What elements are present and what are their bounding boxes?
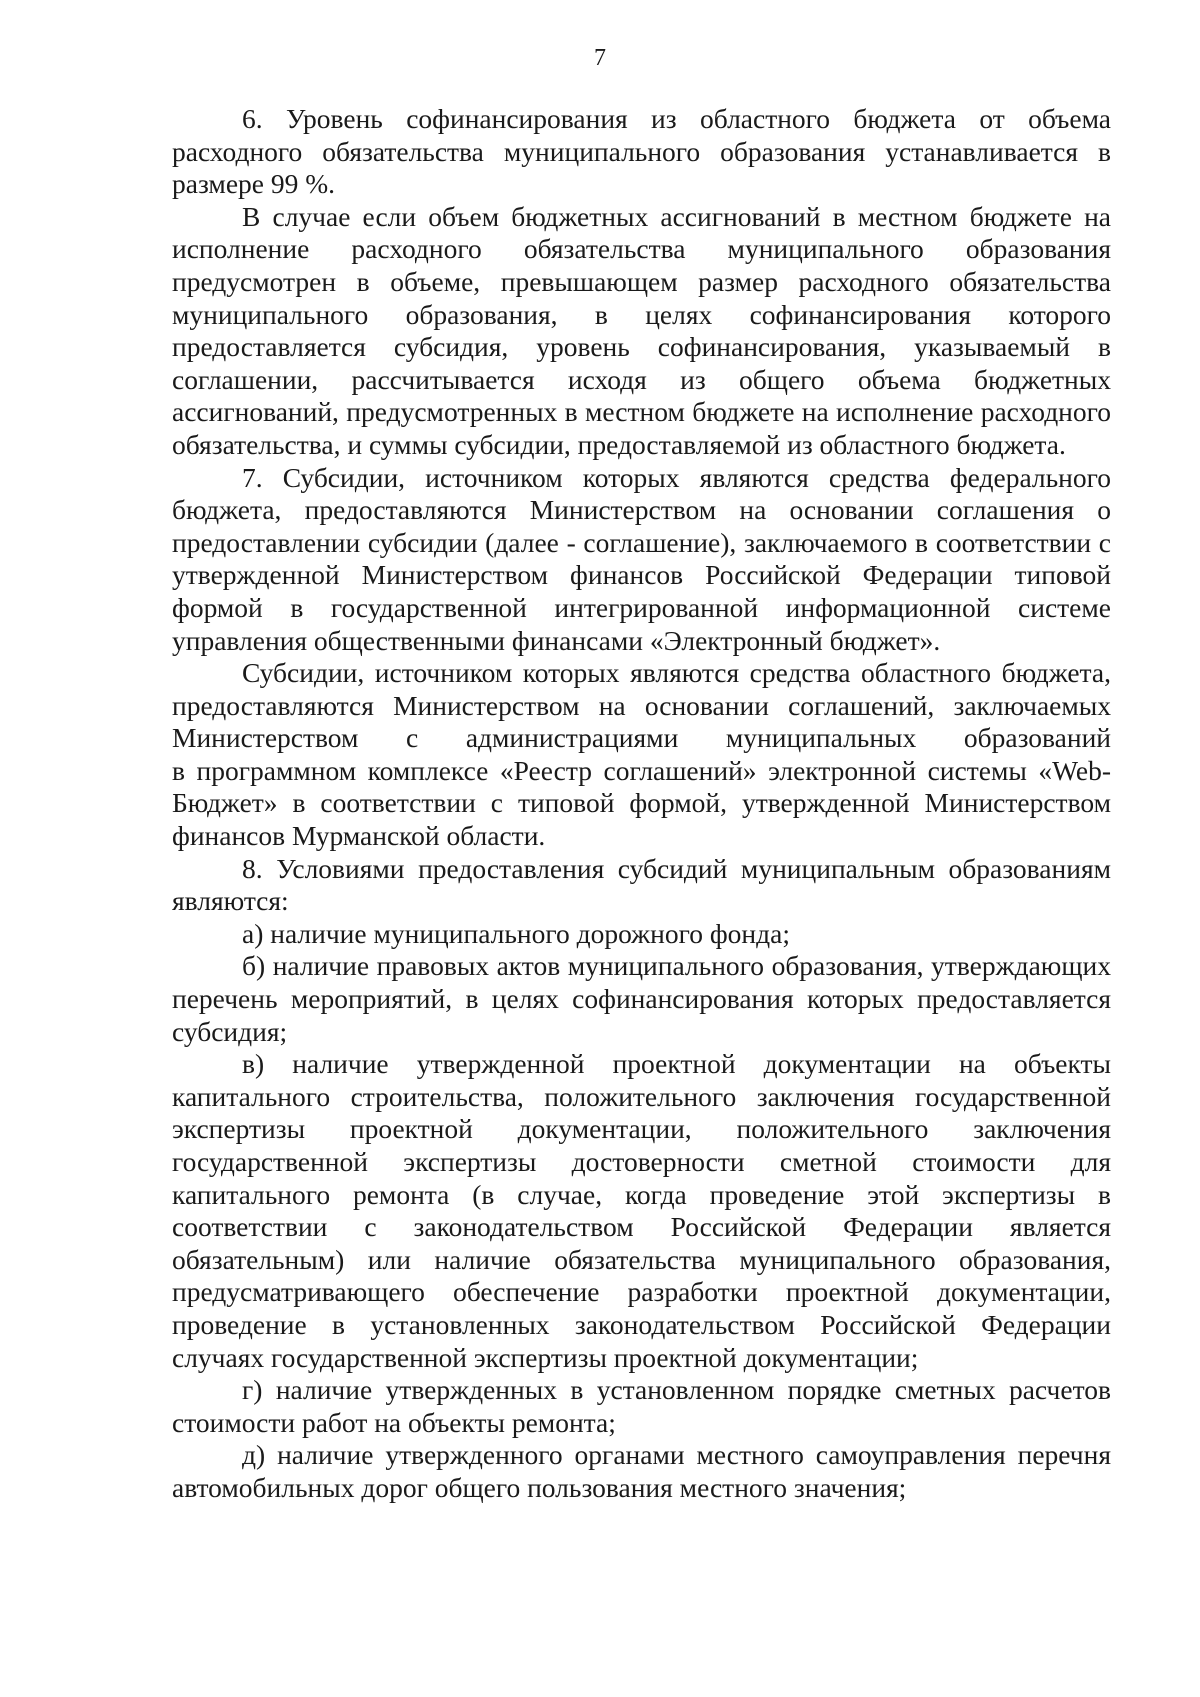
- page-number: 7: [594, 45, 606, 71]
- condition-v: в) наличие утвержденной проектной документации на объекты капитального строительства, положительного заключения государственной экспертизы проектной документации, положительного заключения государственной экспертизы достоверности сметной стоимости для капитального ремонта (в случае, когда проведение этой экспертизы в соответствии с законодательством Российской Федерации является обязательным) или наличие обязательства муниципального образования, предусматривающего обеспечение разработки проектной документации, проведение в установленных законодательством Российской Федерации случаях государственной экспертизы проектной документации;: [172, 1048, 1111, 1373]
- paragraph-7: 7. Субсидии, источником которых являются средства федерального бюджета, предоставляются Министерством на основании соглашения о предоставлении субсидии (далее - соглашение), заключаемого в соответствии с утвержденной Министерством финансов Российской Федерации типовой формой в государственной интегрированной информационной системе управления общественными финансами «Электронный бюджет».: [172, 461, 1111, 656]
- paragraph-6: 6. Уровень софинансирования из областного бюджета от объема расходного обязательства муниципального образования устанавливается в размере 99 %.: [172, 103, 1111, 200]
- condition-a: а) наличие муниципального дорожного фонда;: [242, 917, 790, 949]
- paragraph-8: 8. Условиями предоставления субсидий муниципальным образованиям являются:: [172, 852, 1111, 917]
- condition-b: б) наличие правовых актов муниципального образования, утверждающих перечень мероприятий, в целях софинансирования которых предоставляется субсидия;: [172, 950, 1111, 1047]
- condition-d: д) наличие утвержденного органами местного самоуправления перечня автомобильных дорог общего пользования местного значения;: [172, 1439, 1111, 1503]
- document-body: [172, 103, 1111, 1505]
- paragraph-7-web-budget: в программном комплексе «Реестр соглашений» электронной системы «Web-Бюджет» в соответствии с типовой формой, утвержденной Министерством финансов Мурманской области.: [172, 754, 1111, 852]
- condition-g: г) наличие утвержденных в установленном порядке сметных расчетов стоимости работ на объекты ремонта;: [172, 1374, 1111, 1438]
- paragraph-6-cofinancing-calculation: В случае если объем бюджетных ассигнований в местном бюджете на исполнение расходного обязательства муниципального образования предусмотрен в объеме, превышающем размер расходного обязательства муниципального образования, в целях софинансирования которого предоставляется субсидия, уровень софинансирования, указываемый в соглашении, рассчитывается исходя из общего объема бюджетных ассигнований, предусмотренных в местном бюджете на исполнение расходного обязательства, и суммы субсидии, предоставляемой из областного бюджета.: [172, 200, 1111, 460]
- paragraph-7-regional-subsidies: Субсидии, источником которых являются средства областного бюджета, предоставляются Министерством на основании соглашений, заключаемых Министерством с администрациями муниципальных образований: [172, 657, 1111, 754]
